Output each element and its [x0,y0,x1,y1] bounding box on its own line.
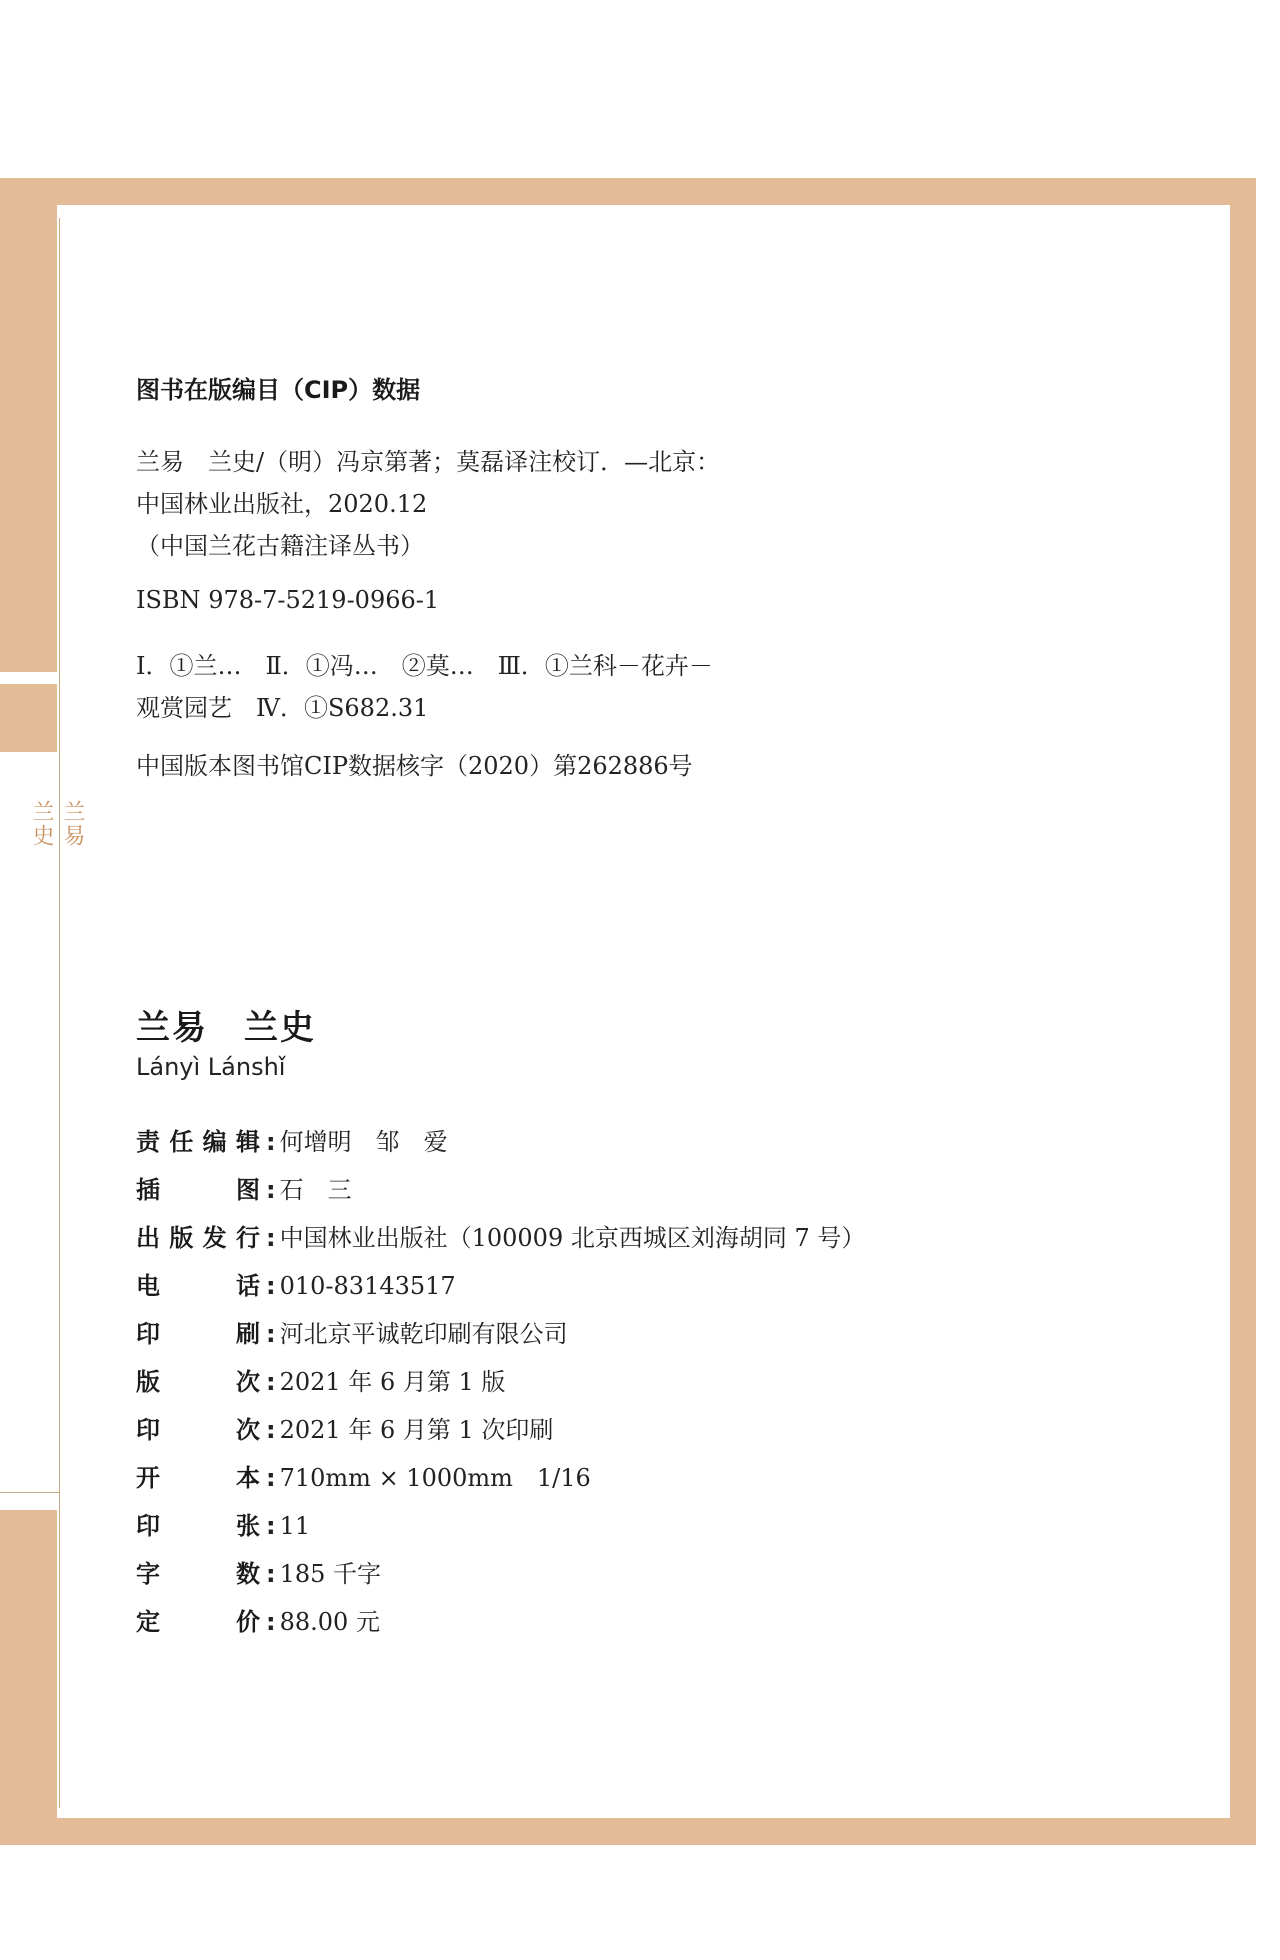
frame-left-tab [0,684,57,752]
info-row-publisher: 出版发行 : 中国林业出版社（100009 北京西城区刘海胡同 7 号） [136,1218,865,1254]
cip-line: 中国林业出版社，2020.12 [136,490,428,518]
frame-left-band-upper [0,205,57,672]
frame-left-band-lower [0,1510,57,1818]
spine-title-part1: 兰易 [60,800,85,848]
spine-title-part2: 兰史 [29,800,54,848]
info-value: 710mm × 1000mm 1/16 [279,1464,591,1492]
info-label: 插 图 [136,1176,260,1204]
info-label: 字 数 [136,1560,260,1588]
info-row-editor: 责任编辑 : 何增明 邹 爱 [136,1122,448,1158]
cip-classification: Ⅰ．①兰… Ⅱ．①冯… ②莫… Ⅲ．①兰科－花卉－ [136,652,713,680]
margin-rule-vertical [59,218,60,1808]
info-label: 版 次 [136,1368,260,1396]
info-label: 定 价 [136,1608,260,1636]
info-row-illustration: 插 图 : 石 三 [136,1170,352,1206]
info-row-phone: 电 话 : 010-83143517 [136,1266,456,1302]
info-value: 185 千字 [279,1560,382,1588]
info-value: 88.00 元 [279,1608,380,1636]
info-value: 石 三 [279,1176,352,1204]
info-row-word-count: 字 数 : 185 千字 [136,1554,381,1590]
frame-right-band [1230,178,1256,1845]
book-title: 兰易 兰史 [136,1008,316,1048]
info-label: 电 话 [136,1272,260,1300]
cip-isbn: ISBN 978-7-5219-0966-1 [136,586,440,614]
info-label: 印 刷 [136,1320,260,1348]
info-value: 河北京平诚乾印刷有限公司 [279,1320,568,1348]
cip-line: （中国兰花古籍注译丛书） [136,532,424,560]
frame-bottom-band [0,1818,1256,1845]
cip-heading: 图书在版编目（CIP）数据 [136,376,421,404]
info-value: 010-83143517 [279,1272,456,1300]
frame-top-band [0,178,1256,205]
cip-record-number: 中国版本图书馆CIP数据核字（2020）第262886号 [136,752,693,780]
cip-line: 兰易 兰史/（明）冯京第著；莫磊译注校订．—北京： [136,448,721,476]
margin-rule-horizontal [0,1492,59,1493]
info-row-sheets: 印 张 : 11 [136,1506,310,1542]
info-label: 印 次 [136,1416,260,1444]
info-row-printing: 印 次 : 2021 年 6 月第 1 次印刷 [136,1410,553,1446]
info-value: 何增明 邹 爱 [279,1128,448,1156]
info-row-price: 定 价 : 88.00 元 [136,1602,380,1638]
info-row-format: 开 本 : 710mm × 1000mm 1/16 [136,1458,591,1494]
info-value: 2021 年 6 月第 1 版 [279,1368,506,1396]
spine-title [26,800,88,848]
info-value: 2021 年 6 月第 1 次印刷 [279,1416,554,1444]
info-label: 出版发行 [136,1224,260,1252]
info-value: 11 [279,1512,311,1540]
info-row-printer: 印 刷 : 河北京平诚乾印刷有限公司 [136,1314,568,1350]
info-label: 开 本 [136,1464,260,1492]
book-title-pinyin: Lányì Lánshǐ [136,1053,286,1081]
info-row-edition: 版 次 : 2021 年 6 月第 1 版 [136,1362,505,1398]
info-label: 责任编辑 [136,1128,260,1156]
info-label: 印 张 [136,1512,260,1540]
info-value: 中国林业出版社（100009 北京西城区刘海胡同 7 号） [279,1224,866,1252]
cip-classification: 观赏园艺 Ⅳ．①S682.31 [136,694,429,722]
